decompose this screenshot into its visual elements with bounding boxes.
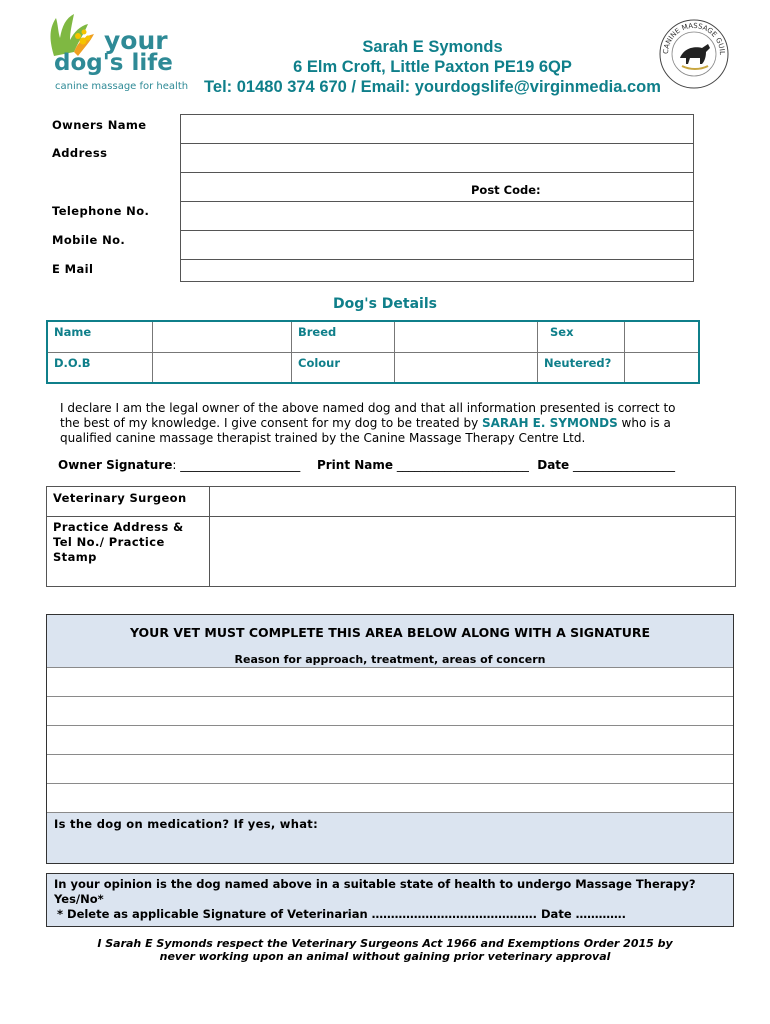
practice-address-label: Practice Address & Tel No./ Practice Stamp — [53, 520, 184, 564]
logo-tagline: canine massage for health — [55, 81, 189, 92]
footer-statement — [60, 937, 710, 963]
vet-opinion-box — [46, 873, 734, 927]
print-name-label: Print Name — [316, 458, 394, 472]
address-field-line2[interactable] — [181, 173, 694, 202]
declaration-text-1: I declare I am the legal owner of the above named dog and that all information presented is correct to the best of my knowledge. I give consent for my dog to be treated by — [60, 401, 676, 430]
therapist-address: 6 Elm Croft, Little Paxton PE19 6QP — [293, 58, 572, 76]
neutered-label: Neutered? — [544, 355, 612, 370]
breed-label: Breed — [298, 325, 337, 339]
dob-label: D.O.B — [54, 355, 91, 370]
dog-details-table — [46, 320, 700, 384]
address-field-line1[interactable] — [181, 144, 694, 173]
reason-label: Reason for approach, treatment, areas of concern — [234, 653, 546, 666]
owner-signature-label: Owner Signature — [58, 458, 173, 472]
neutered-field[interactable] — [625, 352, 700, 383]
telephone-label: Telephone No. — [52, 203, 150, 218]
owners-name-field[interactable] — [181, 115, 694, 144]
date-blank[interactable]: _________________ — [569, 458, 675, 472]
dob-field[interactable] — [153, 352, 292, 383]
dogs-details-heading: Dog's Details — [333, 296, 437, 312]
owner-declaration — [60, 401, 680, 446]
vet-surgeon-field[interactable] — [210, 487, 736, 517]
mobile-field[interactable] — [181, 231, 694, 260]
canine-massage-guild-badge — [658, 18, 730, 90]
footer-line-2: never working upon an animal without gaining prior veterinary approval — [159, 950, 611, 963]
footer-line-1: I Sarah E Symonds respect the Veterinary Surgeons Act 1966 and Exemptions Order 2015 by — [97, 937, 673, 950]
breed-field[interactable] — [395, 321, 538, 352]
declaration-therapist-name: SARAH E. SYMONDS — [482, 416, 618, 430]
opinion-question: In your opinion is the dog named above in a suitable state of health to undergo Massage Therapy? — [54, 877, 696, 891]
yes-no-option[interactable]: Yes/No* — [54, 892, 104, 906]
owner-details-table — [46, 114, 694, 282]
declaration-text-2: who is a qualified canine massage therapist trained by the Canine Massage Therapy Centre Ltd. — [60, 416, 671, 445]
owners-name-label: Owners Name — [52, 117, 147, 132]
post-code-label: Post Code: — [471, 183, 541, 197]
practice-address-field[interactable] — [210, 517, 736, 587]
vet-signature-line[interactable]: * Delete as applicable Signature of Veterinarian ……………………………………. Date …………. — [57, 907, 626, 921]
dog-name-field[interactable] — [153, 321, 292, 352]
sex-field[interactable] — [625, 321, 700, 352]
colour-label: Colour — [298, 355, 341, 370]
mobile-label: Mobile No. — [52, 232, 126, 247]
address-label: Address — [52, 145, 108, 160]
logo-word-your: your — [104, 26, 168, 55]
reason-line-4[interactable] — [47, 755, 733, 783]
owner-signature-line — [58, 458, 675, 472]
email-field[interactable] — [181, 260, 694, 282]
vet-details-table — [46, 486, 736, 587]
reason-line-5[interactable] — [47, 784, 733, 812]
reason-line-2[interactable] — [47, 697, 733, 725]
dog-name-label: Name — [54, 325, 92, 339]
vet-completion-area — [46, 614, 734, 864]
reason-line-1[interactable] — [47, 668, 733, 696]
owner-signature-blank[interactable]: : ____________________ — [172, 458, 301, 472]
therapist-name: Sarah E Symonds — [362, 38, 503, 56]
date-label: Date — [537, 458, 570, 472]
badge-text: CANINE MASSAGE GUIL — [661, 21, 727, 56]
guild-badge-icon — [658, 18, 730, 90]
medication-label: Is the dog on medication? If yes, what: — [54, 817, 318, 831]
therapist-contact: Tel: 01480 374 670 / Email: yourdogslife@virginmedia.com — [204, 78, 661, 96]
vet-area-title: YOUR VET MUST COMPLETE THIS AREA BELOW ALONG WITH A SIGNATURE — [129, 625, 651, 640]
colour-field[interactable] — [395, 352, 538, 383]
reason-line-3[interactable] — [47, 726, 733, 754]
email-label: E Mail — [52, 261, 94, 276]
sex-label: Sex — [550, 325, 574, 339]
vet-surgeon-label: Veterinary Surgeon — [53, 491, 187, 505]
telephone-field[interactable] — [181, 202, 694, 231]
print-name-blank[interactable]: ______________________ — [393, 458, 529, 472]
logo-word-dogs-life: dog's life — [54, 50, 173, 76]
